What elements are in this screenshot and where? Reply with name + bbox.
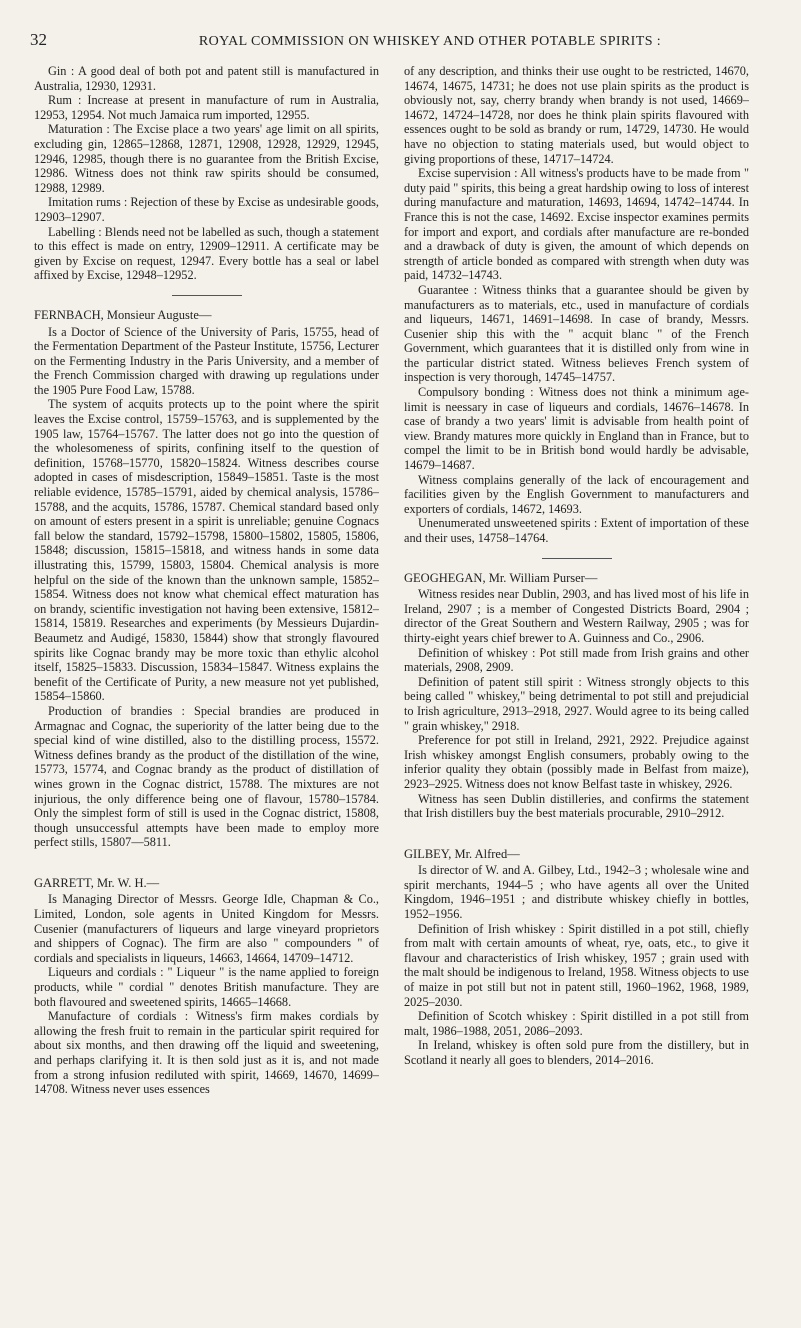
garrett-encouragement: Witness complains generally of the lack of encouragement and facilities given by the English Government to manufacturers and exporters of cordials, 14672, 14693. <box>404 472 749 516</box>
garrett-liqueurs: Liqueurs and cordials : " Liqueur " is the name applied to foreign products, while " cordial " denotes British manufacture. They are both flavoured and sweetened spirits, 14665–14668. <box>34 965 379 1009</box>
fernbach-production: Production of brandies : Special brandies are produced in Armagnac and Cognac, the superiority of the latter being due to the special kind of wine distilled, also to the distilling process, 15572. Witness defines brandy as the product of the distillation of the wine, 15773, 15774, and Cognac brandy as the product of distillation of wines grown in the Cognac district, 15788. The mixtures are not injurious, the only difference being one of flavour, 15780–15784. Only the simplest form of still is used in the Cognac district, 15808, though unsuccessful attempts have been made to employ more perfect stills, 15807—5811. <box>34 703 379 850</box>
witness-name-geoghegan: GEOGHEGAN, Mr. William Purser— <box>404 570 598 585</box>
right-column <box>404 64 749 1314</box>
garrett-guarantee: Guarantee : Witness thinks that a guarantee should be given by manufacturers as to materials, etc., used in manufacture of cordials and liqueurs, 14671, 14691–14698. In case of brandy, Messrs. Cusenier ship this with the " acquit blanc " of the French Government, which guarantees that it is distilled only from wine in the particular district stated. Witness believes French system of inspection is very thorough, 14745–14757. <box>404 282 749 385</box>
geoghegan-intro: Witness resides near Dublin, 2903, and has lived most of his life in Ireland, 2907 ; is a member of Congested Districts Board, 2904 ; director of the Great Southern and Western Railway, 2905 ; was for thirty-eight years chief brewer to A. Guinness and Co., 2906. <box>404 587 749 645</box>
section-gap <box>34 850 379 876</box>
section-gap <box>404 821 749 847</box>
garrett-intro: Is Managing Director of Messrs. George Idle, Chapman & Co., Limited, London, sole agents in United Kingdom for Messrs. Cusenier (manufacturers of liqueurs and large vineyard proprietors and shippers of Cognac). The firm are also " compounders " of cordials and specialists in liqueurs, 14663, 14664, 14709–14712. <box>34 892 379 965</box>
gilbey-intro: Is director of W. and A. Gilbey, Ltd., 1942–3 ; wholesale wine and spirit merchants, 1944–5 ; who have agents all over the United Kingdom, 1946–1951 ; and distribute whiskey chiefly in bottles, 1952–1956. <box>404 863 749 922</box>
witness-name-garrett: GARRETT, Mr. W. H.— <box>34 875 160 890</box>
entry-rum: Rum : Increase at present in manufacture of rum in Australia, 12953, 12954. Not much Jamaica rum imported, 12955. <box>34 93 379 122</box>
gilbey-def-scotch: Definition of Scotch whiskey : Spirit distilled in a pot still from malt, 1986–1988, 2051, 2086–2093. <box>404 1009 749 1038</box>
page-number: 32 <box>30 30 47 49</box>
witness-name-fernbach: FERNBACH, Monsieur Auguste— <box>34 307 212 322</box>
entry-gin: Gin : A good deal of both pot and patent still is manufactured in Australia, 12930, 12931. <box>34 64 379 93</box>
witness-name-gilbey: GILBEY, Mr. Alfred— <box>404 846 520 861</box>
section-divider <box>172 295 242 296</box>
gilbey-ireland: In Ireland, whiskey is often sold pure from the distillery, but in Scotland it nearly all goes to blenders, 2014–2016. <box>404 1038 749 1067</box>
geoghegan-def-whiskey: Definition of whiskey : Pot still made from Irish grains and other materials, 2908, 2909. <box>404 645 749 675</box>
running-head: ROYAL COMMISSION ON WHISKEY AND OTHER POTABLE SPIRITS : <box>198 34 662 49</box>
garrett-continued: of any description, and thinks their use ought to be restricted, 14670, 14674, 14675, 14731; he does not use plain spirits as the product is obviously not, say, cherry brandy when brandy is not used, 14669–14672, 14724–14728, nor does he think plain spirits flavoured with essences ought to be sold as brandy or rum, 14729, 14730. He would have no objection to stating materials used, but would object to giving proportions of these, 14717–14724. <box>404 64 749 166</box>
left-column <box>34 64 379 1314</box>
entry-maturation: Maturation : The Excise place a two years' age limit on all spirits, excluding gin, 12865–12868, 12871, 12908, 12928, 12929, 12945, 12946, 12985, though there is no guarantee from the British Excise, 12986. Witness does not think raw spirits should be consumed, 12988, 12989. <box>34 122 379 195</box>
entry-imitation: Imitation rums : Rejection of these by Excise as undesirable goods, 12903–12907. <box>34 195 379 224</box>
entry-labelling: Labelling : Blends need not be labelled as such, though a statement to this effect is made on entry, 12909–12911. A certificate may be given by Excise on request, 12947. Every bottle has a seal or label affixed by Excise, 12948–12952. <box>34 224 379 283</box>
geoghegan-distilleries: Witness has seen Dublin distilleries, and confirms the statement that Irish distillers buy the best materials procurable, 2910–2912. <box>404 791 749 821</box>
geoghegan-def-patent: Definition of patent still spirit : Witness strongly objects to this being called " whiskey," being detrimental to pot still and prejudicial to Irish agriculture, 2913–2918, 2927. Would agree to its being called " grain whiskey," 2918. <box>404 674 749 733</box>
garrett-unenumerated: Unenumerated unsweetened spirits : Extent of importation of these and their uses, 14758–14764. <box>404 516 749 545</box>
page-header <box>30 30 770 54</box>
section-divider <box>542 558 612 559</box>
fernbach-intro: Is a Doctor of Science of the University of Paris, 15755, head of the Fermentation Department of the Pasteur Institute, 15756, Lecturer on the Fermenting Industry in the Paris University, and a member of the French Commission charged with drawing up regulations under the 1905 Pure Food Law, 15788. <box>34 324 379 397</box>
geoghegan-preference: Preference for pot still in Ireland, 2921, 2922. Prejudice against Irish whiskey amongst English consumers, probably owing to the inferior quality they obtain (possibly made in Belfast from maize), 2923–2925. Witness does not know Belfast taste in whiskey, 2926. <box>404 733 749 791</box>
garrett-bonding: Compulsory bonding : Witness does not think a minimum age-limit is neessary in case of liqueurs and cordials, 14676–14678. In case of brandy a two years' limit is advisable from health point of view. Brandy matures more quickly in England than in France, but to compel the limit to be in British bond would hardly be advisable, 14679–14687. <box>404 385 749 473</box>
gilbey-def-irish: Definition of Irish whiskey : Spirit distilled in a pot still, chiefly from malt with certain amounts of wheat, rye, oats, etc., to give it flavour and characteristics of Irish whiskey, 1957 ; grain used with the malt should be indigenous to Ireland, 1958. Witness objects to use of maize in pot still but not in patent still, 1960–1962, 1968, 1989, 2025–2030. <box>404 921 749 1009</box>
garrett-excise: Excise supervision : All witness's products have to be made from " duty paid " spirits, this being a great hardship owing to loss of interest during manufacture and maturation, 14693, 14694, 14742–14744. In France this is not the case, 14692. Excise inspector examines permits for import and export, and cordials after manufacture are re-bonded and a drawback of duty is given, the amount of which depends on strength of article bonded as compared with strength when duty was paid, 14732–14743. <box>404 166 749 283</box>
fernbach-acquits: The system of acquits protects up to the point where the spirit leaves the Excise control, 15759–15763, and is supplemented by the 1905 law, 15764–15767. The latter does not go into the question of the wholesomeness of spirits, confining itself to the question of definition, 15768–15770, 15820–15824. Witness describes course adopted in cases of misdescription, 15849–15851. Taste is the most reliable evidence, 15785–15791, aided by chemical analysis, 15786–15788, and the acquits, 15786, 15787. Chemical standard based only on amount of esters present in a spirit is unreliable; genuine Cognacs fall below the standard, 15792–15798, 15800–15802, 15805, 15806, 15848; discussion, 15815–15818, and witness hands in some data illustrating this, 15799, 15803, 15804. Chemical analysis is more helpful on the side of the known than the unknown sample, 15852–15854. Witness does not know what chemical effect maturation has on brandy, scientific investigation not having been extensive, 15812–15814, 15819. Researches and experiments (by Messieurs Dujardin-Beaumetz and Audigé, 15830, 15844) show that strongly flavoured spirits like Cognac brandy may be more toxic than ethylic alcohol itself, 15825–15833. Discussion, 15834–15847. Witness explains the benefit of the Certificate of Purity, a new measure not yet published, 15854–15860. <box>34 397 379 704</box>
garrett-manufacture: Manufacture of cordials : Witness's firm makes cordials by allowing the fresh fruit to remain in the particular spirit required for about six months, and then drawing off the liquid and sweetening, and perhaps clarifying it. It is then sold just as it is, and not made from a strong infusion rediluted with spirit, 14669, 14670, 14699–14708. Witness never uses essences <box>34 1009 379 1097</box>
